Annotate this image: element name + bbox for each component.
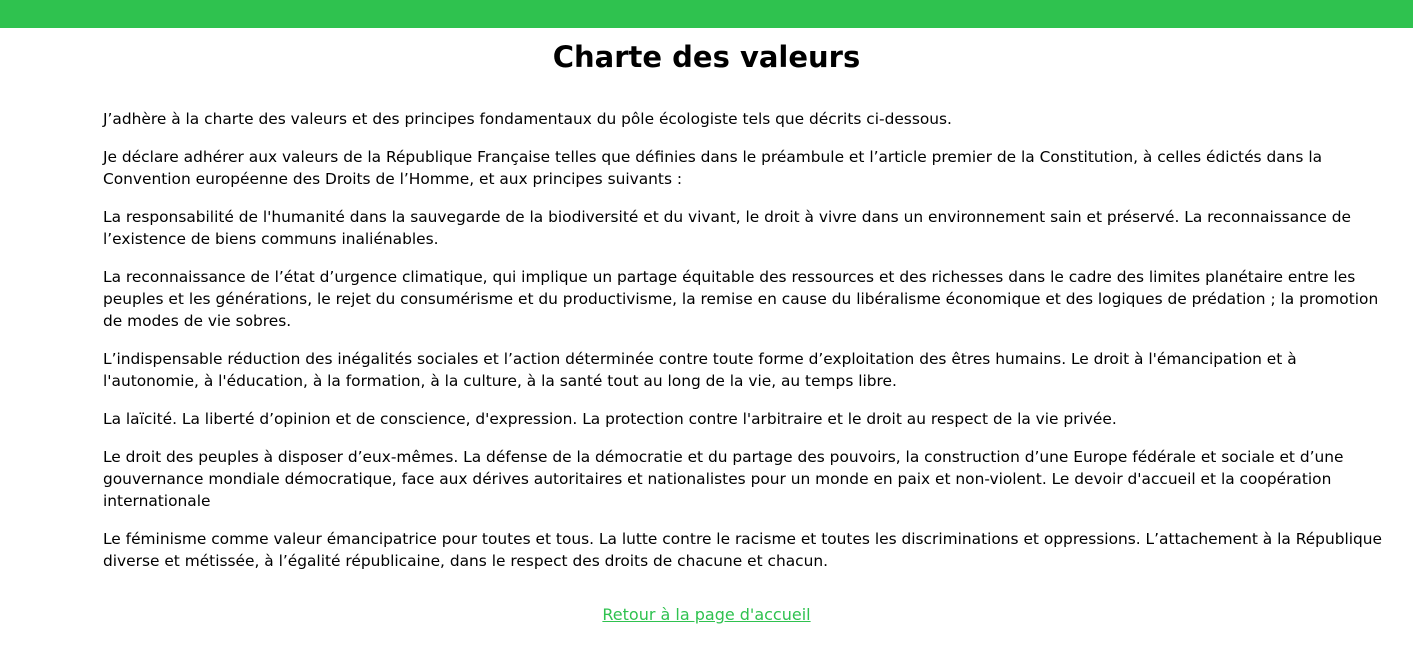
footer: [0, 603, 1413, 627]
top-accent-bar: [0, 0, 1413, 28]
charter-paragraph-declaration: Je déclare adhérer aux valeurs de la République Française telles que définies dans le préambule et l’article premier de la Constitution, à celles édictés dans la Convention européenne des Droits de l’Homme, et aux principes suivants :: [103, 148, 1323, 188]
charter-paragraph-intro: J’adhère à la charte des valeurs et des principes fondamentaux du pôle écologiste tels que décrits ci-dessous.: [103, 110, 952, 128]
charter-paragraph-inequality: L’indispensable réduction des inégalités sociales et l’action déterminée contre toute forme d’exploitation des êtres humains. Le droit à l'émancipation et à l'autonomie, à l'éducation, à la formation, à la culture, à la santé tout au long de la vie, au temps libre.: [103, 350, 1297, 390]
charter-paragraph-climate: La reconnaissance de l’état d’urgence climatique, qui implique un partage équitable des ressources et des richesses dans le cadre des limites planétaire entre les peuples et les générations, le rejet du consumérisme et du productivisme, la remise en cause du libéralisme économique et des logiques de prédation ; la promotion de modes de vie sobres.: [103, 268, 1379, 330]
home-page-link[interactable]: Retour à la page d'accueil: [602, 605, 811, 624]
page-title: Charte des valeurs: [552, 40, 861, 74]
charter-paragraph-secularism: La laïcité. La liberté d’opinion et de conscience, d'expression. La protection contre l'arbitraire et le droit au respect de la vie privée.: [103, 410, 1117, 428]
charter-paragraph-feminism: Le féminisme comme valeur émancipatrice pour toutes et tous. La lutte contre le racisme et toutes les discriminations et oppressions. L’attachement à la République diverse et métissée, à l’égalité républicaine, dans le respect des droits de chacune et chacun.: [103, 530, 1383, 570]
charter-paragraph-biodiversity: La responsabilité de l'humanité dans la sauvegarde de la biodiversité et du vivant, le droit à vivre dans un environnement sain et préservé. La reconnaissance de l’existence de biens communs inaliénables.: [103, 208, 1352, 248]
charter-content: [103, 108, 1388, 588]
charter-paragraph-democracy: Le droit des peuples à disposer d’eux-mêmes. La défense de la démocratie et du partage des pouvoirs, la construction d’une Europe fédérale et sociale et d’une gouvernance mondiale démocratique, face aux dérives autoritaires et nationalistes pour un monde en paix et non-violent. Le devoir d'accueil et la coopération internationale: [103, 448, 1344, 510]
